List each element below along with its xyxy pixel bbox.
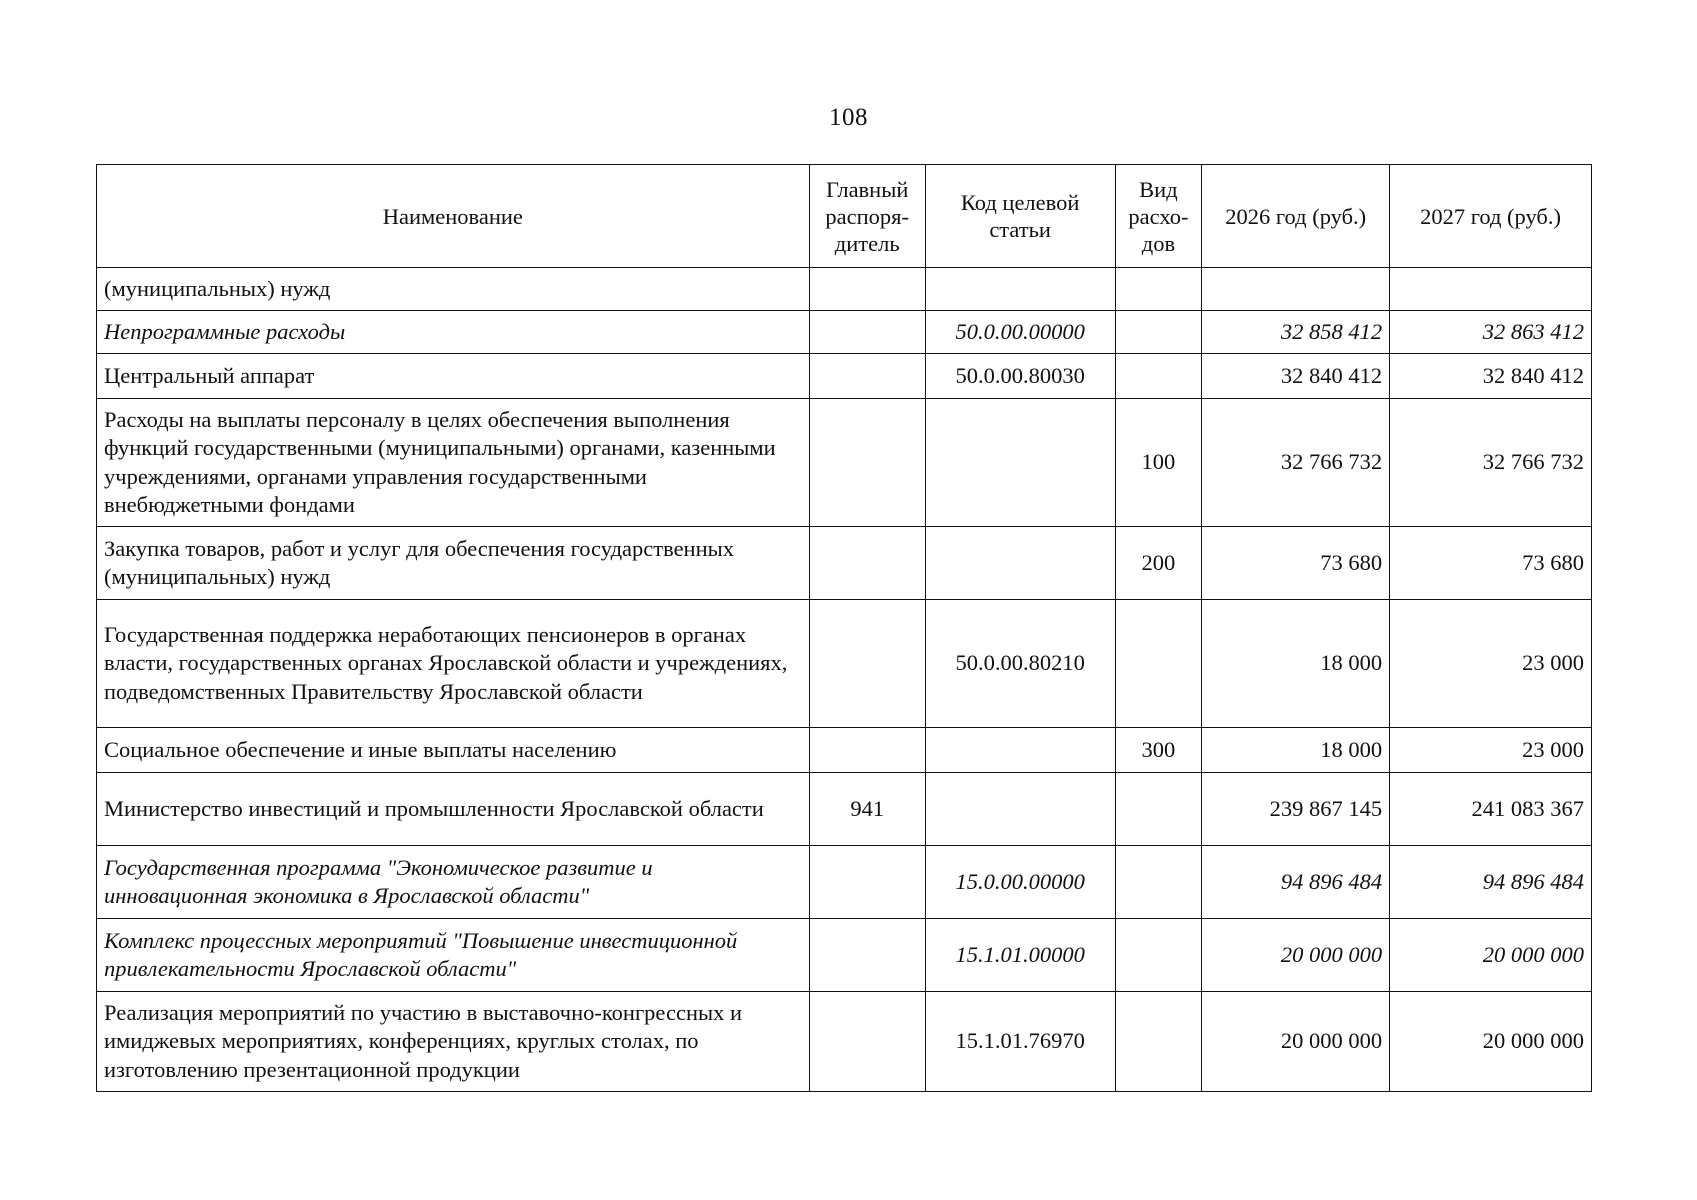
row-amount-2027-cell: 20 000 000 [1390,992,1592,1092]
row-main-manager-cell [809,311,925,354]
row-target-code-cell: 15.1.01.76970 [925,992,1115,1092]
row-amount-2027-cell [1390,268,1592,311]
table-header-row [97,165,1592,268]
row-target-code-cell: 15.0.00.00000 [925,846,1115,919]
row-expense-type-cell [1115,600,1202,728]
row-expense-type-cell [1115,268,1202,311]
row-target-code-cell: 50.0.00.80210 [925,600,1115,728]
row-amount-2027-cell: 73 680 [1390,527,1592,600]
table-row [97,311,1592,354]
row-name-cell: Социальное обеспечение и иные выплаты населению [97,728,810,773]
row-main-manager-cell [809,268,925,311]
table-row [97,992,1592,1092]
row-name-cell: Комплекс процессных мероприятий "Повышение инвестиционной привлекательности Ярославской области" [97,919,810,992]
row-name-cell: Непрограммные расходы [97,311,810,354]
row-amount-2026-cell: 239 867 145 [1202,773,1390,846]
row-amount-2027-cell: 241 083 367 [1390,773,1592,846]
row-amount-2027-cell: 94 896 484 [1390,846,1592,919]
row-amount-2026-cell: 32 858 412 [1202,311,1390,354]
row-main-manager-cell [809,600,925,728]
header-year-2027: 2027 год (руб.) [1390,165,1592,268]
row-expense-type-cell: 200 [1115,527,1202,600]
row-amount-2026-cell: 18 000 [1202,728,1390,773]
table-body [97,268,1592,1092]
table-row [97,600,1592,728]
row-main-manager-cell [809,919,925,992]
budget-table [96,164,1592,1092]
header-year-2026: 2026 год (руб.) [1202,165,1390,268]
row-main-manager-cell [809,399,925,527]
row-main-manager-cell [809,992,925,1092]
page-number: 108 [829,104,868,131]
table-row [97,846,1592,919]
row-expense-type-cell [1115,311,1202,354]
row-target-code-cell [925,268,1115,311]
table-row [97,527,1592,600]
row-target-code-cell [925,527,1115,600]
row-expense-type-cell [1115,992,1202,1092]
row-name-cell: Закупка товаров, работ и услуг для обеспечения государственных (муниципальных) нужд [97,527,810,600]
row-amount-2026-cell: 32 766 732 [1202,399,1390,527]
header-name: Наименование [97,165,810,268]
row-amount-2026-cell: 73 680 [1202,527,1390,600]
table-row [97,728,1592,773]
row-main-manager-cell [809,354,925,399]
row-amount-2027-cell: 20 000 000 [1390,919,1592,992]
row-target-code-cell [925,728,1115,773]
row-target-code-cell: 15.1.01.00000 [925,919,1115,992]
table-row [97,354,1592,399]
row-amount-2026-cell: 94 896 484 [1202,846,1390,919]
row-name-cell: Государственная программа "Экономическое развитие и инновационная экономика в Ярославской области" [97,846,810,919]
row-expense-type-cell [1115,354,1202,399]
row-name-cell: Реализация мероприятий по участию в выставочно-конгрессных и имиджевых мероприятиях, конференциях, круглых столах, по изготовлению презентационной продукции [97,992,810,1092]
header-expense-type: Вид расхо-дов [1115,165,1202,268]
header-target-code: Код целевой статьи [925,165,1115,268]
row-main-manager-cell [809,846,925,919]
row-name-cell: Расходы на выплаты персоналу в целях обеспечения выполнения функций государственными (муниципальными) органами, казенными учреждениями, органами управления государственными внебюджетными фондами [97,399,810,527]
row-expense-type-cell [1115,919,1202,992]
row-expense-type-cell: 100 [1115,399,1202,527]
row-amount-2027-cell: 23 000 [1390,600,1592,728]
row-amount-2026-cell: 32 840 412 [1202,354,1390,399]
row-name-cell: Центральный аппарат [97,354,810,399]
row-target-code-cell [925,399,1115,527]
row-main-manager-cell: 941 [809,773,925,846]
row-expense-type-cell [1115,846,1202,919]
row-name-cell: (муниципальных) нужд [97,268,810,311]
row-main-manager-cell [809,728,925,773]
row-name-cell: Министерство инвестиций и промышленности Ярославской области [97,773,810,846]
row-target-code-cell: 50.0.00.00000 [925,311,1115,354]
row-name-cell: Государственная поддержка неработающих пенсионеров в органах власти, государственных органах Ярославской области и учреждениях, подведомственных Правительству Ярославской области [97,600,810,728]
table-row [97,773,1592,846]
row-expense-type-cell [1115,773,1202,846]
row-amount-2026-cell: 20 000 000 [1202,919,1390,992]
row-target-code-cell: 50.0.00.80030 [925,354,1115,399]
row-amount-2026-cell [1202,268,1390,311]
table-row [97,399,1592,527]
table-row [97,268,1592,311]
row-amount-2027-cell: 32 840 412 [1390,354,1592,399]
table-row [97,919,1592,992]
row-amount-2027-cell: 23 000 [1390,728,1592,773]
row-amount-2027-cell: 32 863 412 [1390,311,1592,354]
row-amount-2027-cell: 32 766 732 [1390,399,1592,527]
row-amount-2026-cell: 20 000 000 [1202,992,1390,1092]
row-target-code-cell [925,773,1115,846]
row-main-manager-cell [809,527,925,600]
row-amount-2026-cell: 18 000 [1202,600,1390,728]
row-expense-type-cell: 300 [1115,728,1202,773]
header-main-manager: Главный распоря-дитель [809,165,925,268]
